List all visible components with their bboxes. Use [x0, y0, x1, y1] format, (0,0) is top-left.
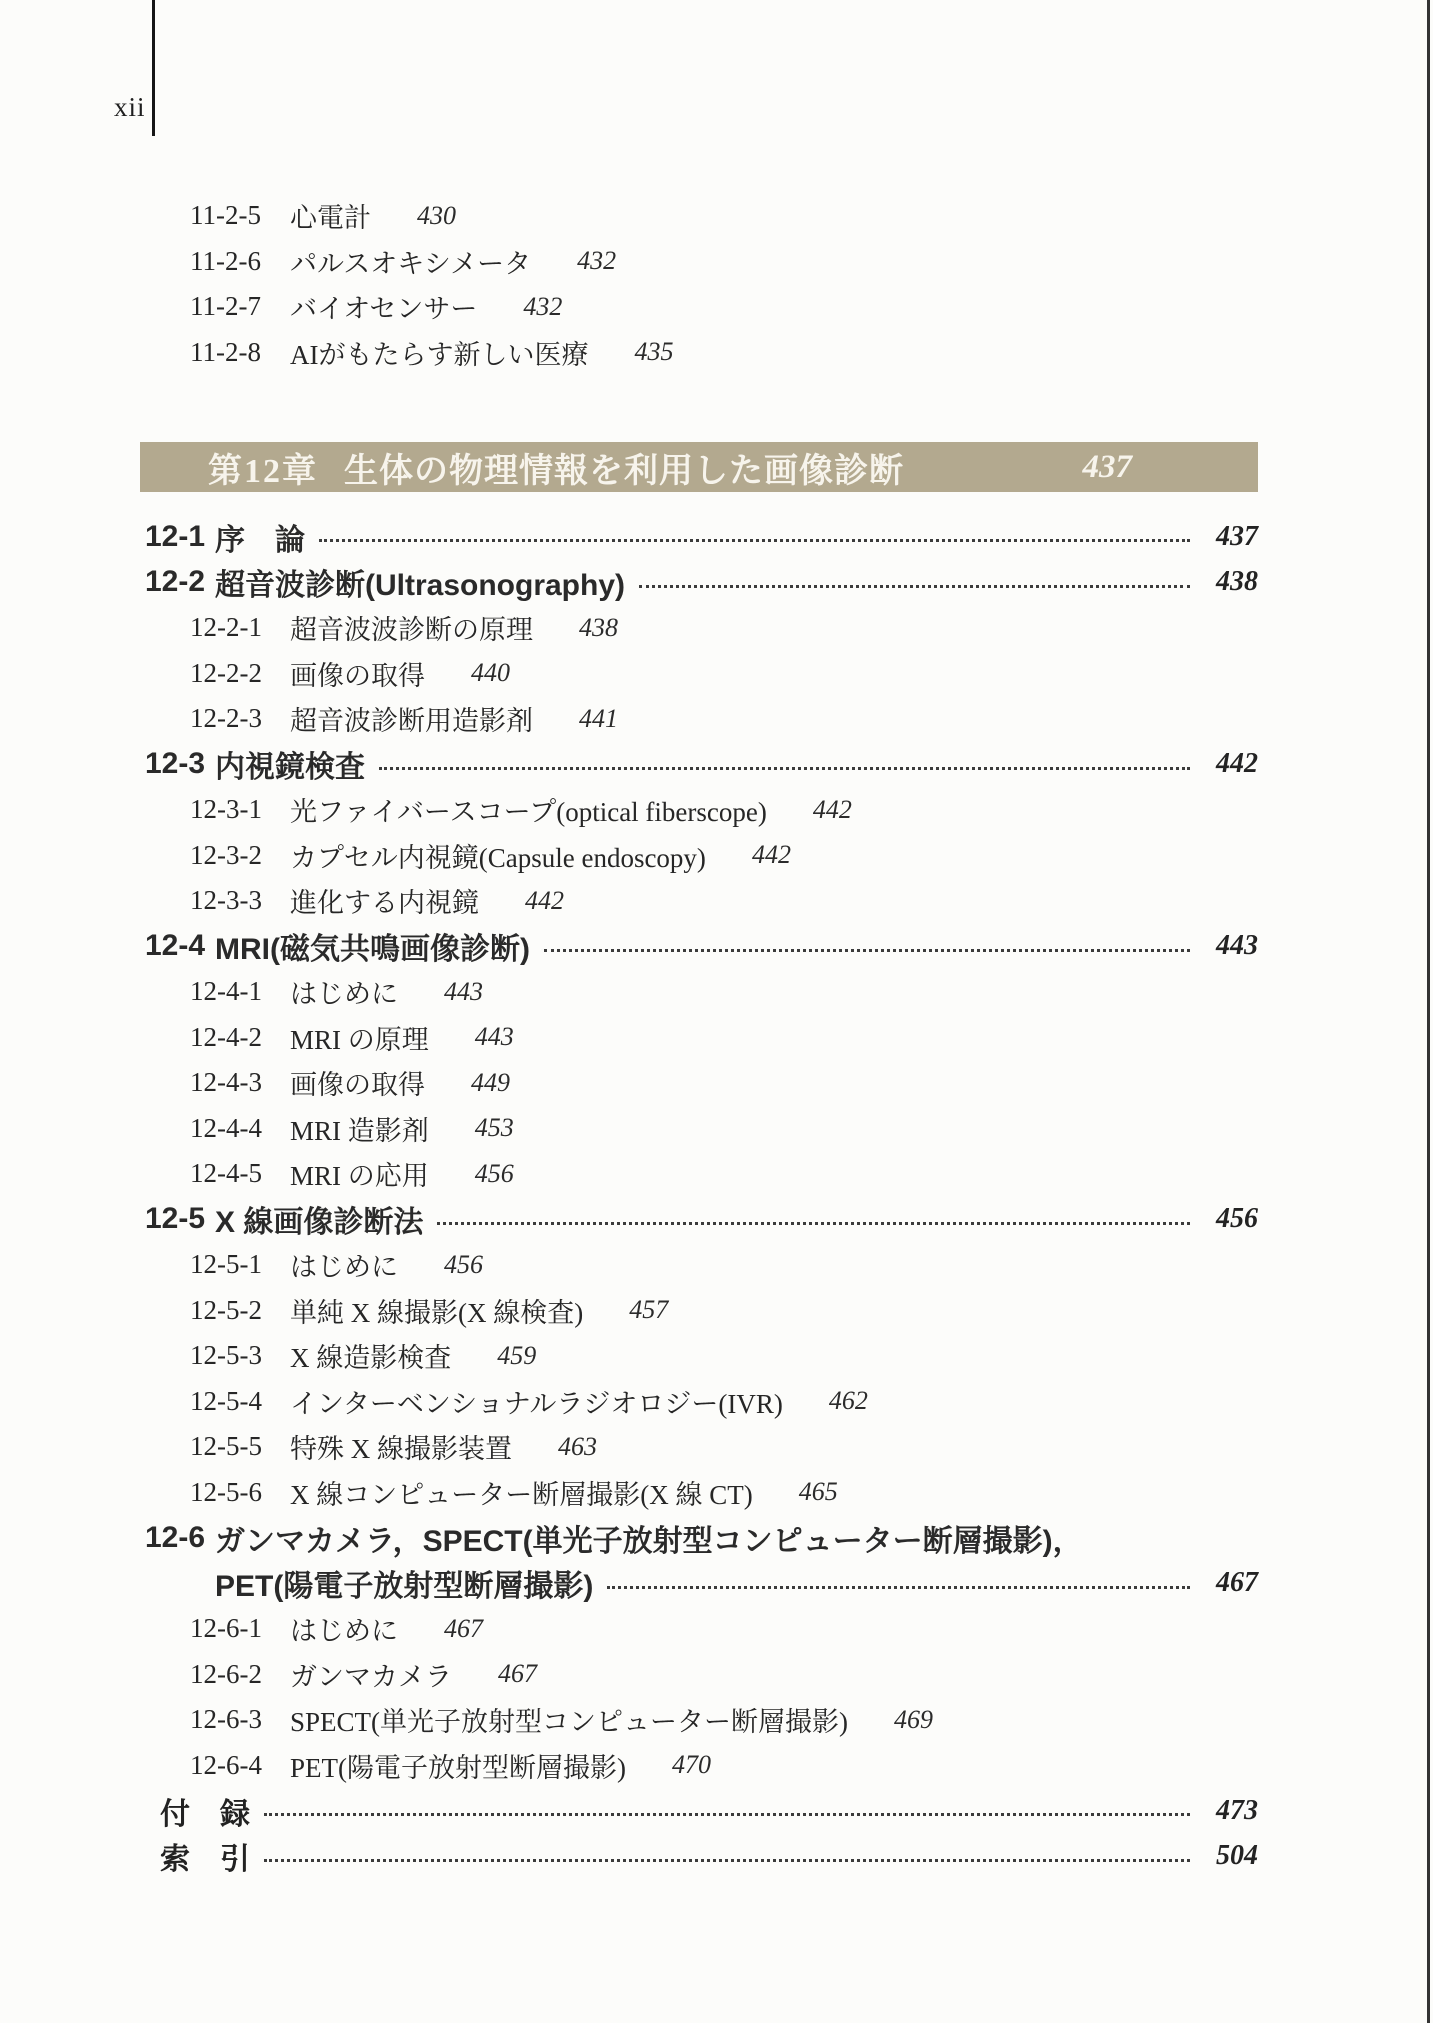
- entry-page-number: 462: [828, 1386, 868, 1416]
- chapter12-toc-list: [0, 514, 1433, 1879]
- toc-entry: [0, 1743, 1433, 1789]
- toc-entry: [0, 1288, 1433, 1334]
- leader-dots: [264, 1859, 1190, 1862]
- entry-title: ガンマカメラ: [290, 1661, 452, 1692]
- leader-dots: [544, 949, 1190, 952]
- chapter11-subentry-list: [0, 193, 1433, 375]
- entry-page-number: 457: [629, 1295, 669, 1325]
- entry-number: 11-2-6: [190, 245, 261, 276]
- entry-title: 内視鏡検査: [215, 751, 365, 785]
- entry-page-number: 469: [894, 1704, 934, 1734]
- entry-title: 付 録: [160, 1797, 250, 1831]
- entry-number: 12-3-3: [190, 885, 262, 916]
- entry-page-number: 463: [558, 1431, 597, 1461]
- toc-entry: [0, 1197, 1433, 1243]
- entry-title: 索 引: [160, 1843, 250, 1877]
- entry-page-number: 437: [1216, 520, 1258, 552]
- leader-dots: [437, 1222, 1190, 1225]
- entry-title: 単純 X 線撮影(X 線検査): [290, 1297, 584, 1328]
- toc-entry: [0, 696, 1433, 742]
- entry-title: AIがもたらす新しい医療: [290, 339, 589, 370]
- entry-page-number: 456: [444, 1249, 483, 1279]
- entry-title: 超音波波診断の原理: [290, 615, 533, 646]
- entry-page-number: 459: [497, 1340, 537, 1370]
- entry-title: パルスオキシメータ: [290, 248, 532, 279]
- entry-number: 12-3-1: [190, 794, 262, 825]
- entry-number: 11-2-8: [190, 336, 261, 367]
- entry-title: 特殊 X 線撮影装置: [290, 1434, 512, 1465]
- leader-dots: [607, 1586, 1190, 1589]
- entry-page-number: 430: [417, 200, 456, 230]
- leader-dots: [264, 1813, 1190, 1816]
- toc-entry: [0, 924, 1433, 970]
- entry-page-number: 443: [1216, 930, 1258, 962]
- entry-number: 12-5-4: [190, 1385, 262, 1416]
- entry-title: カプセル内視鏡(Capsule endoscopy): [290, 842, 706, 873]
- entry-number: 12-1: [145, 519, 206, 553]
- entry-page-number: 443: [444, 976, 483, 1006]
- entry-number: 12-2-2: [190, 657, 262, 688]
- toc-entry: [0, 969, 1433, 1015]
- entry-number: 12-3-2: [190, 839, 262, 870]
- entry-title: インターベンショナルラジオロジー(IVR): [290, 1388, 783, 1419]
- entry-title: X 線画像診断法: [215, 1206, 424, 1240]
- entry-title: 光ファイバースコープ(optical fiberscope): [290, 797, 767, 828]
- entry-title: PET(陽電子放射型断層撮影): [215, 1570, 594, 1604]
- entry-number: 11-2-5: [190, 200, 261, 231]
- entry-page-number: 467: [498, 1659, 537, 1689]
- entry-title: X 線コンピューター断層撮影(X 線 CT): [290, 1479, 753, 1510]
- entry-title: 序 論: [215, 523, 305, 557]
- entry-page-number: 456: [1216, 1203, 1258, 1235]
- entry-number: 12-4-5: [190, 1158, 262, 1189]
- entry-page-number: 442: [1216, 748, 1258, 780]
- toc-entry: [0, 560, 1433, 606]
- entry-page-number: 438: [579, 612, 618, 642]
- entry-title: はじめに: [290, 979, 398, 1010]
- leader-dots: [319, 539, 1190, 542]
- entry-title: SPECT(単光子放射型コンピューター断層撮影): [290, 1707, 849, 1738]
- toc-entry: [0, 1379, 1433, 1425]
- entry-number: 12-2-1: [190, 612, 262, 643]
- entry-number: 12-4-3: [190, 1067, 262, 1098]
- entry-page-number: 440: [471, 658, 510, 688]
- entry-number: 12-5: [145, 1202, 206, 1236]
- entry-page-number: 504: [1216, 1840, 1258, 1872]
- toc-entry: [0, 1151, 1433, 1197]
- entry-title: 心電計: [290, 203, 371, 234]
- entry-page-number: 432: [523, 291, 563, 321]
- entry-page-number: 467: [444, 1613, 483, 1643]
- entry-page-number: 435: [634, 337, 674, 367]
- entry-page-number: 442: [751, 840, 791, 870]
- entry-page-number: 470: [671, 1750, 711, 1780]
- entry-number: 12-6-1: [190, 1613, 262, 1644]
- entry-number: 12-6-2: [190, 1658, 262, 1689]
- toc-entry: [0, 1697, 1433, 1743]
- entry-number: 12-3: [145, 747, 206, 781]
- toc-entry: [0, 878, 1433, 924]
- entry-number: 12-4: [145, 929, 206, 963]
- toc-entry: [0, 1652, 1433, 1698]
- entry-page-number: 453: [474, 1113, 514, 1143]
- entry-number: 12-5-6: [190, 1476, 262, 1507]
- entry-title: MRI 造影剤: [290, 1115, 429, 1146]
- entry-number: 12-6: [145, 1520, 206, 1554]
- entry-number: 12-2-3: [190, 703, 262, 734]
- entry-title: 画像の取得: [290, 1070, 425, 1101]
- entry-number: 12-4-4: [190, 1112, 262, 1143]
- toc-entry: [0, 284, 1433, 330]
- entry-page-number: 432: [577, 246, 617, 276]
- toc-entry: [0, 239, 1433, 285]
- toc-entry: [0, 1561, 1433, 1607]
- leader-dots: [639, 585, 1190, 588]
- toc-entry: [0, 1515, 1433, 1561]
- toc-entry: [0, 1470, 1433, 1516]
- chapter-page-number: 437: [1082, 448, 1132, 485]
- entry-title: 超音波診断用造影剤: [290, 706, 533, 737]
- entry-title: 画像の取得: [290, 660, 425, 691]
- entry-page-number: 456: [474, 1158, 514, 1188]
- toc-entry: [0, 193, 1433, 239]
- toc-entry: [0, 514, 1433, 560]
- entry-page-number: 443: [474, 1022, 514, 1052]
- entry-number: 12-5-2: [190, 1294, 262, 1325]
- entry-page-number: 442: [812, 794, 852, 824]
- toc-entry: [0, 1015, 1433, 1061]
- toc-entry: [0, 1242, 1433, 1288]
- entry-title: はじめに: [290, 1252, 398, 1283]
- entry-number: 12-4-1: [190, 976, 262, 1007]
- entry-number: 12-2: [145, 565, 206, 599]
- entry-page-number: 465: [798, 1477, 838, 1507]
- folio-divider-rule: [152, 0, 155, 136]
- chapter12-heading-band: [140, 442, 1258, 492]
- leader-dots: [379, 767, 1190, 770]
- entry-number: 12-5-1: [190, 1249, 262, 1280]
- toc-entry: [0, 1333, 1433, 1379]
- entry-number: 12-6-3: [190, 1704, 262, 1735]
- entry-number: 12-4-2: [190, 1021, 262, 1052]
- toc-entry: [0, 330, 1433, 376]
- entry-page-number: 473: [1216, 1794, 1258, 1826]
- toc-entry: [0, 605, 1433, 651]
- entry-title: 超音波診断(Ultrasonography): [215, 569, 626, 603]
- entry-number: 12-5-5: [190, 1431, 262, 1462]
- entry-title: はじめに: [290, 1616, 398, 1647]
- entry-page-number: 449: [471, 1067, 510, 1097]
- entry-page-number: 441: [579, 703, 618, 733]
- entry-title: ガンマカメラ，SPECT(単光子放射型コンピューター断層撮影)，: [215, 1524, 1083, 1558]
- toc-entry: [0, 651, 1433, 697]
- entry-title: バイオセンサー: [290, 294, 478, 325]
- toc-entry: [0, 1834, 1433, 1880]
- toc-entry: [0, 1424, 1433, 1470]
- toc-entry: [0, 833, 1433, 879]
- toc-entry: [0, 1788, 1433, 1834]
- entry-title: MRI の原理: [290, 1024, 429, 1055]
- page-folio: xii: [114, 92, 146, 122]
- entry-page-number: 467: [1216, 1567, 1258, 1599]
- entry-page-number: 438: [1216, 566, 1258, 598]
- entry-title: MRI の応用: [290, 1161, 429, 1192]
- entry-number: 12-5-3: [190, 1340, 262, 1371]
- entry-title: PET(陽電子放射型断層撮影): [290, 1752, 626, 1783]
- entry-number: 11-2-7: [190, 291, 261, 322]
- toc-entry: [0, 742, 1433, 788]
- entry-number: 12-6-4: [190, 1749, 262, 1780]
- toc-entry: [0, 1106, 1433, 1152]
- toc-entry: [0, 1060, 1433, 1106]
- toc-entry: [0, 787, 1433, 833]
- entry-title: 進化する内視鏡: [290, 888, 479, 919]
- entry-title: MRI(磁気共鳴画像診断): [215, 933, 530, 967]
- chapter-title: 生体の物理情報を利用した画像診断: [344, 452, 904, 490]
- chapter-number-label: 第12章: [208, 452, 318, 490]
- entry-page-number: 442: [525, 885, 564, 915]
- entry-title: X 線造影検査: [290, 1343, 452, 1374]
- toc-entry: [0, 1606, 1433, 1652]
